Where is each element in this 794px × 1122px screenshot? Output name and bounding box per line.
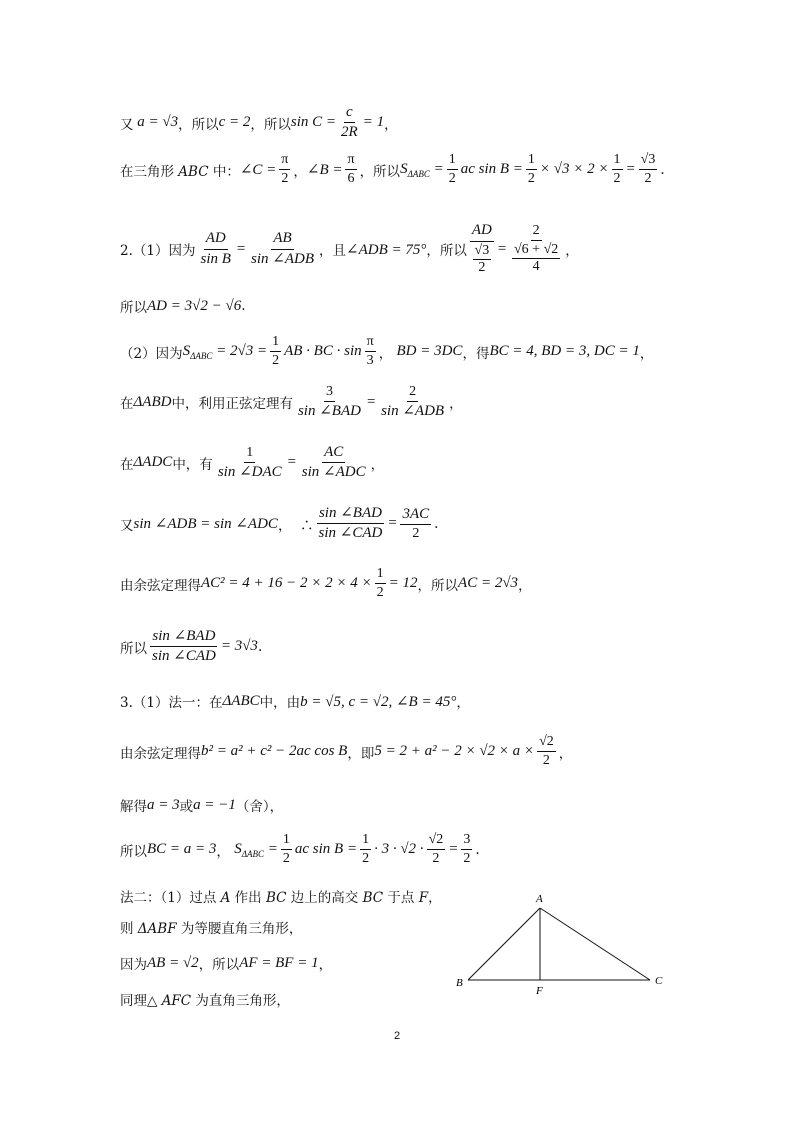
line-5: （2）因为 $S_{\Delta ABC} = 2√3$ = $\frac{1}{2}$ AB · BC · sin $\frac{\pi}{3}$ ， BD = 3DC ，得 BC = 4, BD = 3, DC = 1 ，	[120, 334, 654, 369]
frac-pi-over-6: $\frac{\pi}{6}$	[347, 152, 355, 187]
line-9: 由余弦定理得 AC² = 4 + 16 − 2 × 2 × 4 × $\frac{1}{2}$ = 12 ，所以 AC = 2√3 ，	[120, 566, 532, 601]
line-16: 则 ΔABF 为等腰直角三角形，	[120, 921, 303, 937]
line-13: 解得 a = 3 或 a = −1 （舍），	[120, 796, 284, 815]
line-4: 所以 AD = 3√2 − √6 .	[120, 297, 246, 316]
page-number: 2	[393, 1030, 401, 1042]
label-A: A	[536, 893, 543, 905]
line-15: 法二：（1）过点 A 作出 BC 边上的高交 BC 于点 F，	[120, 890, 442, 906]
label-B: B	[456, 977, 463, 989]
frac-c-over-2R: $\frac{c}{2R}$	[341, 104, 358, 141]
formula-eq-1: = 1	[362, 114, 385, 131]
label-C: C	[655, 975, 663, 987]
line-14: 所以 BC = a = 3 ， $S_{\Delta ABC}$ = $\frac{1}{2}$ ac sin B = $\frac{1}{2}$ · 3 · √2 · $\frac{√2}{2}$ = $\frac{3}{2}$ .	[120, 832, 480, 867]
formula-a-eq-root3: a = √3	[133, 114, 179, 131]
line-17: 因为 AB = √2 ，所以 AF = BF = 1 ，	[120, 954, 333, 973]
line-12: 由余弦定理得 b² = a² + c² − 2ac cos B ，即 5 = 2 + a² − 2 × √2 × a × $\frac{√2}{2}$ ，	[120, 734, 573, 769]
line-18: 同理△ AFC 为直角三角形，	[120, 993, 290, 1009]
segment-AC	[540, 908, 650, 980]
text-suoyi-1: ，所以	[178, 116, 219, 133]
line-10: 所以 $\frac{\text{sin ∠BAD}}{\text{sin ∠CAD}}$ = 3√3 .	[120, 628, 263, 665]
formula-sinC: sin C =	[290, 114, 337, 131]
text-suoyi-2: ，所以	[250, 116, 291, 133]
line-3: 2.（1）因为 $\frac{AD}{\text{sin B}}$ = $\frac{AB}{\text{sin ∠ADB}}$ ，且 ∠ADB = 75° ，所以 AD √3 2 = 2 √6 + √2 4 ，	[120, 222, 579, 276]
segment-AB	[468, 908, 540, 980]
line-8: 又 sin ∠ADB = sin ∠ADC ， ∴ $\frac{\text{sin ∠BAD}}{\text{sin ∠CAD}}$ = $\frac{3AC}{2}$ .	[120, 505, 439, 542]
triangle-figure	[452, 888, 682, 1006]
line-7: 在 ΔADC 中，有 $\frac{1}{\text{sin ∠DAC}}$ = $\frac{AC}{\text{sin ∠ADC}}$ ，	[120, 444, 385, 481]
line-6: 在 ΔABD 中，利用正弦定理有 $\frac{3}{\text{sin ∠BAD}}$ = $\frac{2}{\text{sin ∠ADB}}$ ，	[120, 384, 463, 420]
line-11: 3.（1）法一：在 ΔABC 中，由 b = √5, c = √2, ∠B = 45° ，	[120, 692, 470, 711]
formula-c-eq-2: c = 2	[218, 114, 251, 131]
text-you: 又	[120, 116, 134, 133]
line-2: 在三角形 ABC 中： ∠C = $\frac{\pi}{2}$ ， ∠B = $\frac{\pi}{6}$ ，所以 $S_{\Delta ABC}$ = $\frac{1}{2}$ ac sin B = $\frac{1}{2}$ × √3 × 2 × $\frac{1}{2}$ = $\frac{√3}{2}$ .	[120, 152, 665, 187]
line-1: 又 a = √3 ，所以 c = 2 ，所以 sin C = $\frac{c}{2R}$ = 1 ，	[120, 104, 398, 141]
label-F: F	[536, 985, 543, 997]
frac-pi-over-2: $\frac{\pi}{2}$	[281, 152, 289, 187]
text-zai-sanjiaoxing: 在三角形 ABC 中：	[120, 163, 240, 180]
